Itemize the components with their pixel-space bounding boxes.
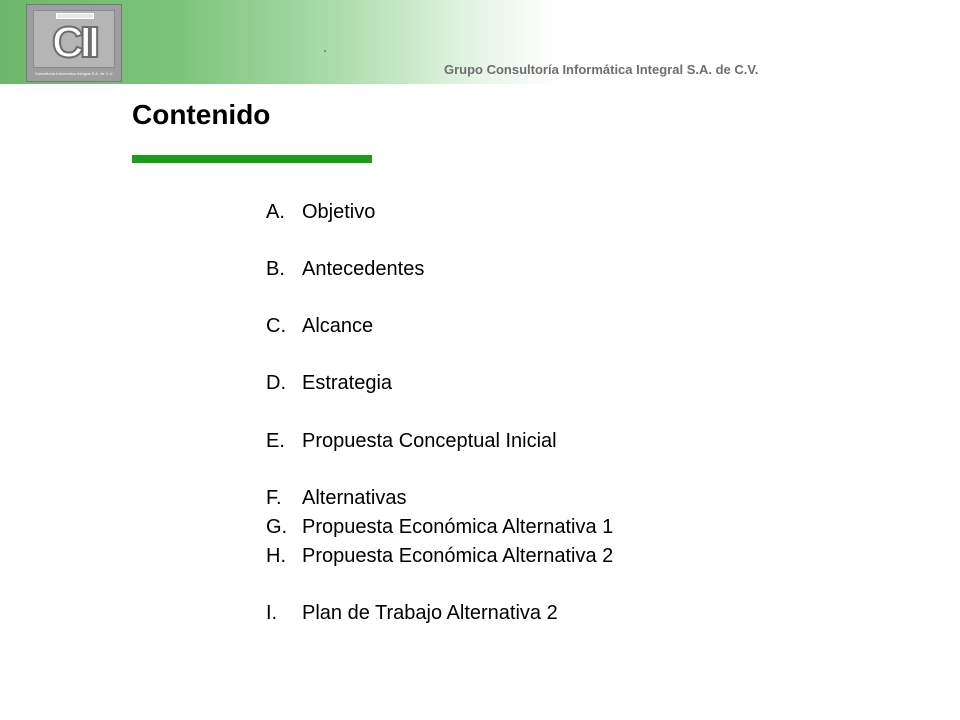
item-label: Estrategia	[302, 372, 393, 394]
item-label: Plan de Trabajo Alternativa 2	[302, 602, 558, 624]
logo-emblem	[33, 10, 115, 68]
list-item	[266, 515, 613, 539]
item-letter: B.	[266, 258, 285, 280]
company-name: Grupo Consultoría Informática Integral S.A. de C.V.	[444, 62, 759, 77]
item-label: Alternativas	[302, 487, 407, 509]
item-letter: E.	[266, 430, 285, 452]
list-item	[266, 257, 424, 281]
item-letter: G.	[266, 516, 288, 538]
item-letter: D.	[266, 372, 286, 394]
item-label: Propuesta Económica Alternativa 1	[302, 516, 614, 538]
title-underline	[132, 155, 372, 163]
item-label: Propuesta Conceptual Inicial	[302, 430, 557, 452]
logo-caption: Consultoria Informatica Integral S.A. de C.V.	[34, 71, 114, 76]
item-label: Antecedentes	[302, 258, 425, 280]
list-item	[266, 544, 613, 568]
company-logo	[26, 4, 122, 82]
item-label: Propuesta Económica Alternativa 2	[302, 545, 614, 567]
item-label: Objetivo	[302, 201, 376, 223]
item-letter: H.	[266, 545, 286, 567]
page-title: Contenido	[132, 99, 271, 130]
item-letter: A.	[266, 201, 285, 223]
list-item	[266, 486, 407, 510]
list-item	[266, 314, 373, 338]
item-label: Alcance	[302, 315, 374, 337]
item-letter: C.	[266, 315, 286, 337]
list-item	[266, 200, 375, 224]
item-letter: F.	[266, 487, 282, 509]
logo-letters: CII	[51, 18, 97, 67]
list-item	[266, 601, 558, 625]
list-item	[266, 429, 557, 453]
list-item	[266, 371, 392, 395]
item-letter: I.	[266, 602, 278, 624]
header-dot	[324, 50, 326, 52]
